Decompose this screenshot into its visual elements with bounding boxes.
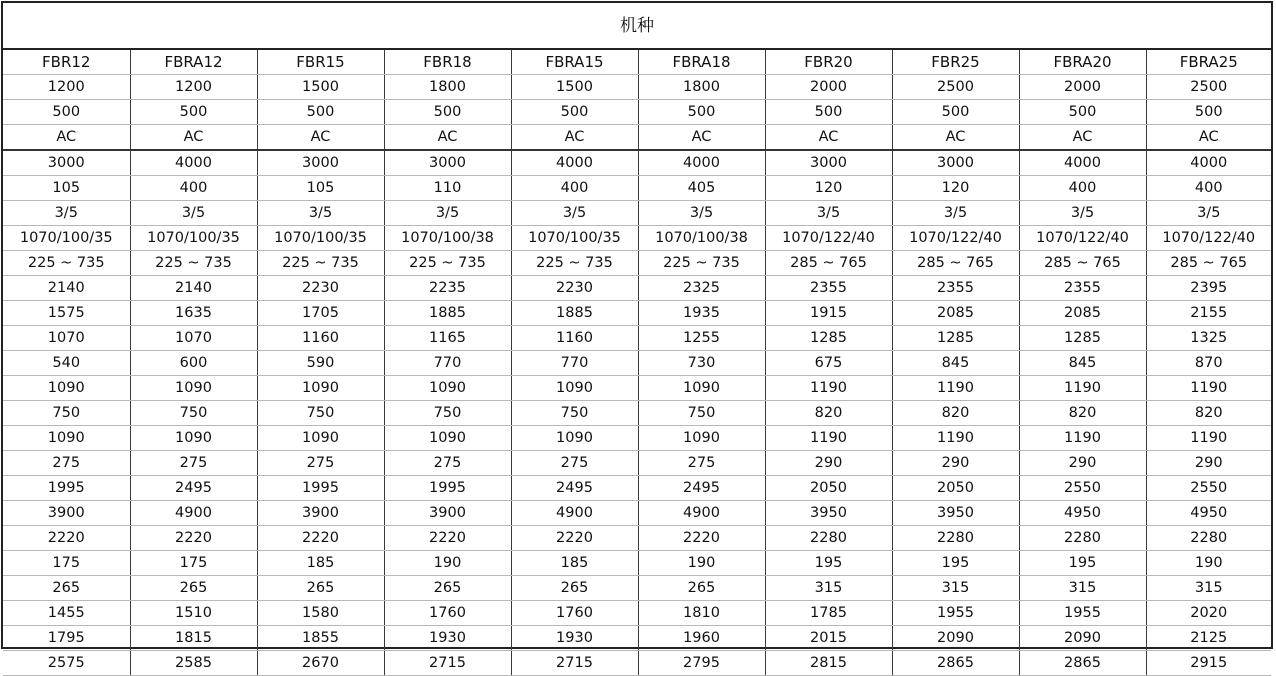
table-cell: 4950: [1146, 501, 1271, 526]
table-cell: 2220: [511, 526, 638, 551]
table-cell: 2715: [384, 651, 511, 676]
table-cell: 3000: [765, 150, 892, 176]
table-cell: 1190: [1146, 426, 1271, 451]
table-cell: 500: [1019, 100, 1146, 125]
table-cell: 120: [892, 176, 1019, 201]
table-cell: 4950: [1019, 501, 1146, 526]
table-cell: 275: [511, 451, 638, 476]
table-cell: 4900: [638, 501, 765, 526]
table-cell: 1855: [257, 626, 384, 651]
model-header-cell: FBR18: [384, 50, 511, 75]
table-title: 机种: [3, 3, 1271, 50]
table-cell: 2355: [1019, 276, 1146, 301]
table-cell: 500: [511, 100, 638, 125]
table-cell: 1760: [511, 601, 638, 626]
table-cell: 1090: [257, 376, 384, 401]
table-cell: 2125: [1146, 626, 1271, 651]
table-cell: 1285: [765, 326, 892, 351]
table-cell: 4900: [130, 501, 257, 526]
table-row: [3, 351, 1271, 376]
table-cell: 2550: [1019, 476, 1146, 501]
table-cell: 175: [130, 551, 257, 576]
table-cell: 4000: [1146, 150, 1271, 176]
table-cell: 2325: [638, 276, 765, 301]
table-cell: 2085: [1019, 301, 1146, 326]
table-cell: 1500: [257, 75, 384, 100]
table-cell: 2865: [1019, 651, 1146, 676]
table-cell: 750: [511, 401, 638, 426]
table-cell: 3/5: [384, 201, 511, 226]
table-cell: 2230: [257, 276, 384, 301]
table-cell: 1915: [765, 301, 892, 326]
table-cell: 2000: [765, 75, 892, 100]
table-cell: 820: [892, 401, 1019, 426]
table-cell: 1995: [384, 476, 511, 501]
model-header-cell: FBRA18: [638, 50, 765, 75]
table-cell: 540: [3, 351, 130, 376]
table-row: [3, 551, 1271, 576]
table-cell: 2670: [257, 651, 384, 676]
table-cell: 315: [765, 576, 892, 601]
table-cell: 3/5: [511, 201, 638, 226]
table-cell: 400: [1146, 176, 1271, 201]
table-cell: 3/5: [892, 201, 1019, 226]
table-cell: 2500: [892, 75, 1019, 100]
table-cell: 1255: [638, 326, 765, 351]
table-cell: 1090: [384, 426, 511, 451]
table-cell: 1070/100/35: [3, 226, 130, 251]
table-cell: 275: [3, 451, 130, 476]
table-cell: 2000: [1019, 75, 1146, 100]
table-cell: 1190: [892, 376, 1019, 401]
table-header-row: [3, 50, 1271, 75]
table-row: [3, 626, 1271, 651]
table-cell: 1070/100/35: [511, 226, 638, 251]
table-cell: 1090: [384, 376, 511, 401]
table-cell: 4000: [1019, 150, 1146, 176]
table-cell: 2280: [892, 526, 1019, 551]
table-cell: 3/5: [638, 201, 765, 226]
table-cell: 2495: [130, 476, 257, 501]
table-cell: 1510: [130, 601, 257, 626]
table-cell: 750: [3, 401, 130, 426]
table-cell: 2865: [892, 651, 1019, 676]
table-cell: 820: [1019, 401, 1146, 426]
model-header-cell: FBRA12: [130, 50, 257, 75]
table-cell: 1070/100/38: [384, 226, 511, 251]
table-cell: 1160: [257, 326, 384, 351]
table-cell: 190: [1146, 551, 1271, 576]
table-cell: 3000: [384, 150, 511, 176]
table-cell: 225 ~ 735: [3, 251, 130, 276]
model-header-cell: FBR15: [257, 50, 384, 75]
table-cell: 225 ~ 735: [638, 251, 765, 276]
table-cell: 2050: [765, 476, 892, 501]
table-cell: 1705: [257, 301, 384, 326]
table-cell: 1285: [892, 326, 1019, 351]
table-cell: 2355: [765, 276, 892, 301]
table-cell: 3/5: [3, 201, 130, 226]
table-cell: 1800: [384, 75, 511, 100]
table-cell: 1070/122/40: [892, 226, 1019, 251]
table-cell: 1070: [3, 326, 130, 351]
model-header-cell: FBRA25: [1146, 50, 1271, 75]
table-cell: 1995: [257, 476, 384, 501]
table-cell: 1580: [257, 601, 384, 626]
table-cell: 845: [1019, 351, 1146, 376]
table-cell: AC: [1019, 125, 1146, 151]
table-cell: 2050: [892, 476, 1019, 501]
table-cell: 1935: [638, 301, 765, 326]
table-cell: 2220: [384, 526, 511, 551]
table-row: [3, 451, 1271, 476]
table-cell: 3950: [892, 501, 1019, 526]
table-cell: 2140: [3, 276, 130, 301]
table-cell: 2220: [130, 526, 257, 551]
table-cell: 2020: [1146, 601, 1271, 626]
table-cell: 1190: [1019, 426, 1146, 451]
table-cell: 175: [3, 551, 130, 576]
table-cell: 285 ~ 765: [765, 251, 892, 276]
table-cell: 1090: [511, 426, 638, 451]
table-cell: 1575: [3, 301, 130, 326]
model-header-cell: FBRA20: [1019, 50, 1146, 75]
table-cell: 1955: [1019, 601, 1146, 626]
table-cell: 3000: [892, 150, 1019, 176]
table-cell: 1070: [130, 326, 257, 351]
table-cell: 285 ~ 765: [1146, 251, 1271, 276]
table-cell: 750: [384, 401, 511, 426]
table-cell: 2355: [892, 276, 1019, 301]
table-cell: 500: [1146, 100, 1271, 125]
table-row: [3, 125, 1271, 151]
table-cell: 500: [384, 100, 511, 125]
table-cell: 1930: [384, 626, 511, 651]
table-cell: 2280: [765, 526, 892, 551]
table-cell: AC: [1146, 125, 1271, 151]
table-row: [3, 476, 1271, 501]
table-cell: 2090: [1019, 626, 1146, 651]
table-cell: 600: [130, 351, 257, 376]
table-row: [3, 526, 1271, 551]
table-cell: 2585: [130, 651, 257, 676]
table-cell: 195: [892, 551, 1019, 576]
table-cell: 315: [1146, 576, 1271, 601]
table-cell: 1190: [1019, 376, 1146, 401]
table-cell: 2815: [765, 651, 892, 676]
table-cell: 1090: [257, 426, 384, 451]
table-cell: 1090: [3, 426, 130, 451]
table-cell: 1090: [3, 376, 130, 401]
table-cell: 3/5: [1146, 201, 1271, 226]
model-header-cell: FBRA15: [511, 50, 638, 75]
table-cell: 590: [257, 351, 384, 376]
table-cell: 2915: [1146, 651, 1271, 676]
table-cell: 2795: [638, 651, 765, 676]
table-cell: 1160: [511, 326, 638, 351]
table-cell: 315: [1019, 576, 1146, 601]
table-cell: 265: [257, 576, 384, 601]
spec-table-body: [3, 50, 1271, 676]
table-cell: 1800: [638, 75, 765, 100]
table-cell: AC: [384, 125, 511, 151]
table-cell: 4900: [511, 501, 638, 526]
table-cell: 265: [511, 576, 638, 601]
table-cell: 2220: [257, 526, 384, 551]
table-cell: 500: [638, 100, 765, 125]
table-cell: AC: [130, 125, 257, 151]
table-cell: 2280: [1019, 526, 1146, 551]
table-cell: 1090: [638, 376, 765, 401]
table-cell: 275: [257, 451, 384, 476]
table-cell: 1070/122/40: [1146, 226, 1271, 251]
table-cell: 1810: [638, 601, 765, 626]
table-cell: 2495: [638, 476, 765, 501]
table-cell: 750: [257, 401, 384, 426]
table-cell: 275: [384, 451, 511, 476]
model-header-cell: FBR25: [892, 50, 1019, 75]
table-cell: 225 ~ 735: [257, 251, 384, 276]
table-cell: 1285: [1019, 326, 1146, 351]
table-row: [3, 651, 1271, 676]
table-cell: 3900: [3, 501, 130, 526]
table-cell: 1190: [1146, 376, 1271, 401]
table-row: [3, 576, 1271, 601]
table-cell: 185: [257, 551, 384, 576]
table-cell: 1070/100/35: [257, 226, 384, 251]
table-cell: 3/5: [1019, 201, 1146, 226]
table-cell: 120: [765, 176, 892, 201]
table-cell: 1070/100/35: [130, 226, 257, 251]
table-cell: 190: [384, 551, 511, 576]
table-cell: 3/5: [130, 201, 257, 226]
table-cell: 1635: [130, 301, 257, 326]
table-cell: 750: [130, 401, 257, 426]
table-cell: 3/5: [257, 201, 384, 226]
table-cell: 1930: [511, 626, 638, 651]
table-cell: 225 ~ 735: [511, 251, 638, 276]
table-cell: 265: [130, 576, 257, 601]
table-cell: AC: [511, 125, 638, 151]
table-cell: 190: [638, 551, 765, 576]
table-row: [3, 401, 1271, 426]
table-row: [3, 201, 1271, 226]
table-cell: 1760: [384, 601, 511, 626]
table-cell: 1785: [765, 601, 892, 626]
table-cell: 4000: [511, 150, 638, 176]
table-cell: 315: [892, 576, 1019, 601]
table-cell: 2140: [130, 276, 257, 301]
table-cell: 1955: [892, 601, 1019, 626]
table-cell: AC: [257, 125, 384, 151]
table-cell: 285 ~ 765: [1019, 251, 1146, 276]
table-cell: 1070/122/40: [1019, 226, 1146, 251]
table-cell: 185: [511, 551, 638, 576]
table-row: [3, 326, 1271, 351]
table-cell: 820: [765, 401, 892, 426]
table-cell: 290: [1019, 451, 1146, 476]
table-cell: 500: [765, 100, 892, 125]
table-cell: AC: [638, 125, 765, 151]
table-cell: 110: [384, 176, 511, 201]
table-cell: 290: [765, 451, 892, 476]
table-cell: 2235: [384, 276, 511, 301]
table-cell: 1960: [638, 626, 765, 651]
table-cell: 1070/122/40: [765, 226, 892, 251]
table-row: [3, 251, 1271, 276]
table-cell: 3000: [3, 150, 130, 176]
table-cell: 1795: [3, 626, 130, 651]
spec-table-sheet: [1, 1, 1273, 671]
table-cell: 1325: [1146, 326, 1271, 351]
table-cell: 1995: [3, 476, 130, 501]
table-cell: 870: [1146, 351, 1271, 376]
table-cell: 400: [1019, 176, 1146, 201]
table-row: [3, 301, 1271, 326]
table-cell: 195: [1019, 551, 1146, 576]
table-cell: 225 ~ 735: [384, 251, 511, 276]
table-cell: 290: [892, 451, 1019, 476]
table-cell: 265: [3, 576, 130, 601]
spec-table: [3, 50, 1271, 676]
table-cell: 1190: [765, 426, 892, 451]
table-row: [3, 601, 1271, 626]
table-cell: 290: [1146, 451, 1271, 476]
table-row: [3, 376, 1271, 401]
table-cell: 4000: [638, 150, 765, 176]
table-cell: 500: [130, 100, 257, 125]
table-cell: 750: [638, 401, 765, 426]
table-cell: 1090: [638, 426, 765, 451]
table-cell: 730: [638, 351, 765, 376]
table-cell: 400: [511, 176, 638, 201]
model-header-cell: FBR20: [765, 50, 892, 75]
table-cell: 1190: [765, 376, 892, 401]
table-cell: 1190: [892, 426, 1019, 451]
table-row: [3, 426, 1271, 451]
table-cell: 105: [257, 176, 384, 201]
table-cell: 1070/100/38: [638, 226, 765, 251]
table-cell: 265: [638, 576, 765, 601]
table-cell: 275: [130, 451, 257, 476]
table-cell: 770: [511, 351, 638, 376]
table-cell: 1090: [511, 376, 638, 401]
table-cell: 195: [765, 551, 892, 576]
table-cell: 275: [638, 451, 765, 476]
table-cell: 1090: [130, 426, 257, 451]
table-cell: 2230: [511, 276, 638, 301]
table-cell: 2575: [3, 651, 130, 676]
table-cell: AC: [3, 125, 130, 151]
table-cell: 500: [257, 100, 384, 125]
table-cell: 400: [130, 176, 257, 201]
table-cell: 2495: [511, 476, 638, 501]
table-cell: 845: [892, 351, 1019, 376]
table-cell: 820: [1146, 401, 1271, 426]
table-cell: 405: [638, 176, 765, 201]
table-cell: AC: [765, 125, 892, 151]
table-cell: 2715: [511, 651, 638, 676]
table-cell: 1455: [3, 601, 130, 626]
table-cell: 3900: [384, 501, 511, 526]
table-row: [3, 501, 1271, 526]
table-cell: 4000: [130, 150, 257, 176]
table-row: [3, 276, 1271, 301]
table-cell: 225 ~ 735: [130, 251, 257, 276]
table-cell: 2280: [1146, 526, 1271, 551]
table-cell: 1885: [384, 301, 511, 326]
table-cell: 1885: [511, 301, 638, 326]
table-cell: 2220: [638, 526, 765, 551]
table-row: [3, 176, 1271, 201]
table-cell: 2155: [1146, 301, 1271, 326]
table-cell: 2500: [1146, 75, 1271, 100]
table-cell: 2220: [3, 526, 130, 551]
table-cell: 3000: [257, 150, 384, 176]
table-cell: 2015: [765, 626, 892, 651]
table-row: [3, 75, 1271, 100]
table-cell: 2395: [1146, 276, 1271, 301]
table-cell: 1165: [384, 326, 511, 351]
table-row: [3, 150, 1271, 176]
table-cell: 1200: [130, 75, 257, 100]
table-cell: 770: [384, 351, 511, 376]
table-cell: 1090: [130, 376, 257, 401]
table-cell: 500: [892, 100, 1019, 125]
table-cell: 1500: [511, 75, 638, 100]
table-cell: 105: [3, 176, 130, 201]
model-header-cell: FBR12: [3, 50, 130, 75]
table-cell: 1815: [130, 626, 257, 651]
table-cell: 3/5: [765, 201, 892, 226]
table-cell: 2090: [892, 626, 1019, 651]
table-row: [3, 100, 1271, 125]
table-row: [3, 226, 1271, 251]
table-cell: 1200: [3, 75, 130, 100]
table-cell: 500: [3, 100, 130, 125]
table-cell: 265: [384, 576, 511, 601]
table-cell: 2550: [1146, 476, 1271, 501]
table-cell: 3950: [765, 501, 892, 526]
table-cell: AC: [892, 125, 1019, 151]
table-cell: 285 ~ 765: [892, 251, 1019, 276]
table-cell: 675: [765, 351, 892, 376]
table-cell: 3900: [257, 501, 384, 526]
table-cell: 2085: [892, 301, 1019, 326]
